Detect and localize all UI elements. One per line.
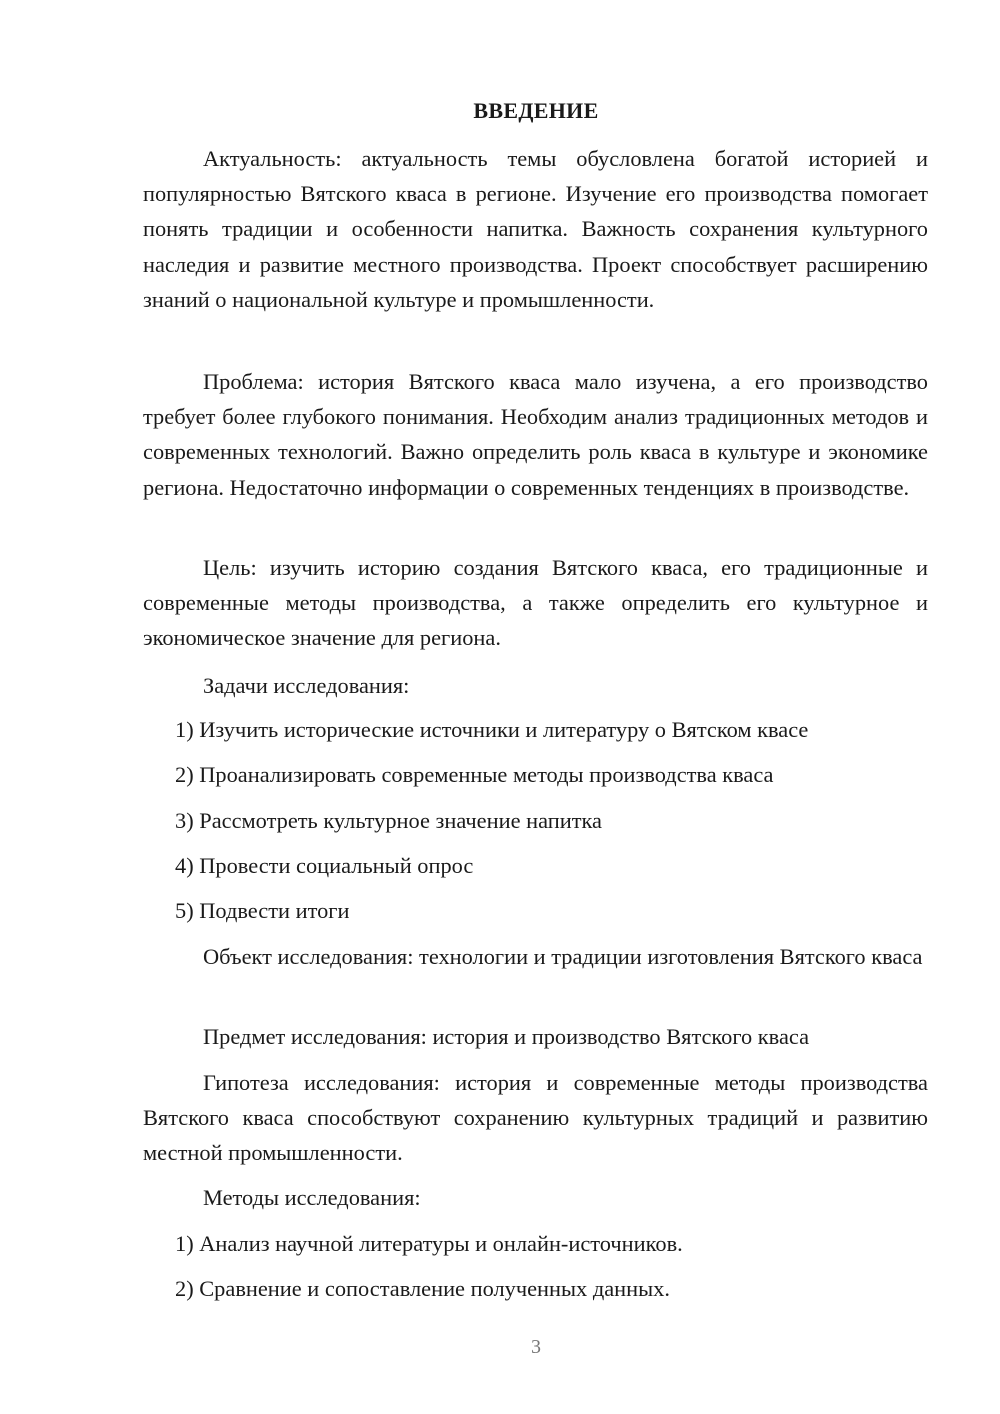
relevance-paragraph: Актуальность: актуальность темы обусловлена богатой историей и популярностью Вятского кваса в регионе. Изучение его производства помогает понять традиции и особенности напитка. Важность сохранения культурного наследия и развитие местного производства. Проект способствует расширению знаний о национальной культуре и промышленности.: [143, 146, 928, 312]
goal-paragraph: Цель: изучить историю создания Вятского кваса, его традиционные и современные методы производства, а также определить его культурное и экономическое значение для региона.: [143, 555, 928, 651]
list-item: 2) Сравнение и сопоставление полученных данных.: [175, 1276, 670, 1301]
tasks-heading: Задачи исследования:: [203, 673, 410, 698]
list-item: 1) Изучить исторические источники и литературу о Вятском квасе: [175, 717, 809, 742]
problem-paragraph: Проблема: история Вятского кваса мало изучена, а его производство требует более глубокого понимания. Необходим анализ традиционных методов и современных технологий. Важно определить роль кваса в культуре и экономике региона. Недостаточно информации о современных тенденциях в производстве.: [143, 369, 928, 500]
subject-paragraph: Предмет исследования: история и производство Вятского кваса: [203, 1024, 810, 1049]
list-item: 5) Подвести итоги: [175, 898, 350, 923]
methods-heading: Методы исследования:: [203, 1185, 421, 1210]
list-item: 2) Проанализировать современные методы производства кваса: [175, 762, 774, 787]
list-item: 1) Анализ научной литературы и онлайн-источников.: [175, 1231, 683, 1256]
list-item: 4) Провести социальный опрос: [175, 853, 474, 878]
object-paragraph: Объект исследования: технологии и традиции изготовления Вятского кваса: [203, 944, 923, 969]
list-item: 3) Рассмотреть культурное значение напитка: [175, 808, 602, 833]
page-title: ВВЕДЕНИЕ: [473, 98, 599, 123]
page-number: 3: [531, 1336, 541, 1358]
hypothesis-paragraph: Гипотеза исследования: история и современные методы производства Вятского кваса способствуют сохранению культурных традиций и развитию местной промышленности.: [143, 1070, 928, 1166]
